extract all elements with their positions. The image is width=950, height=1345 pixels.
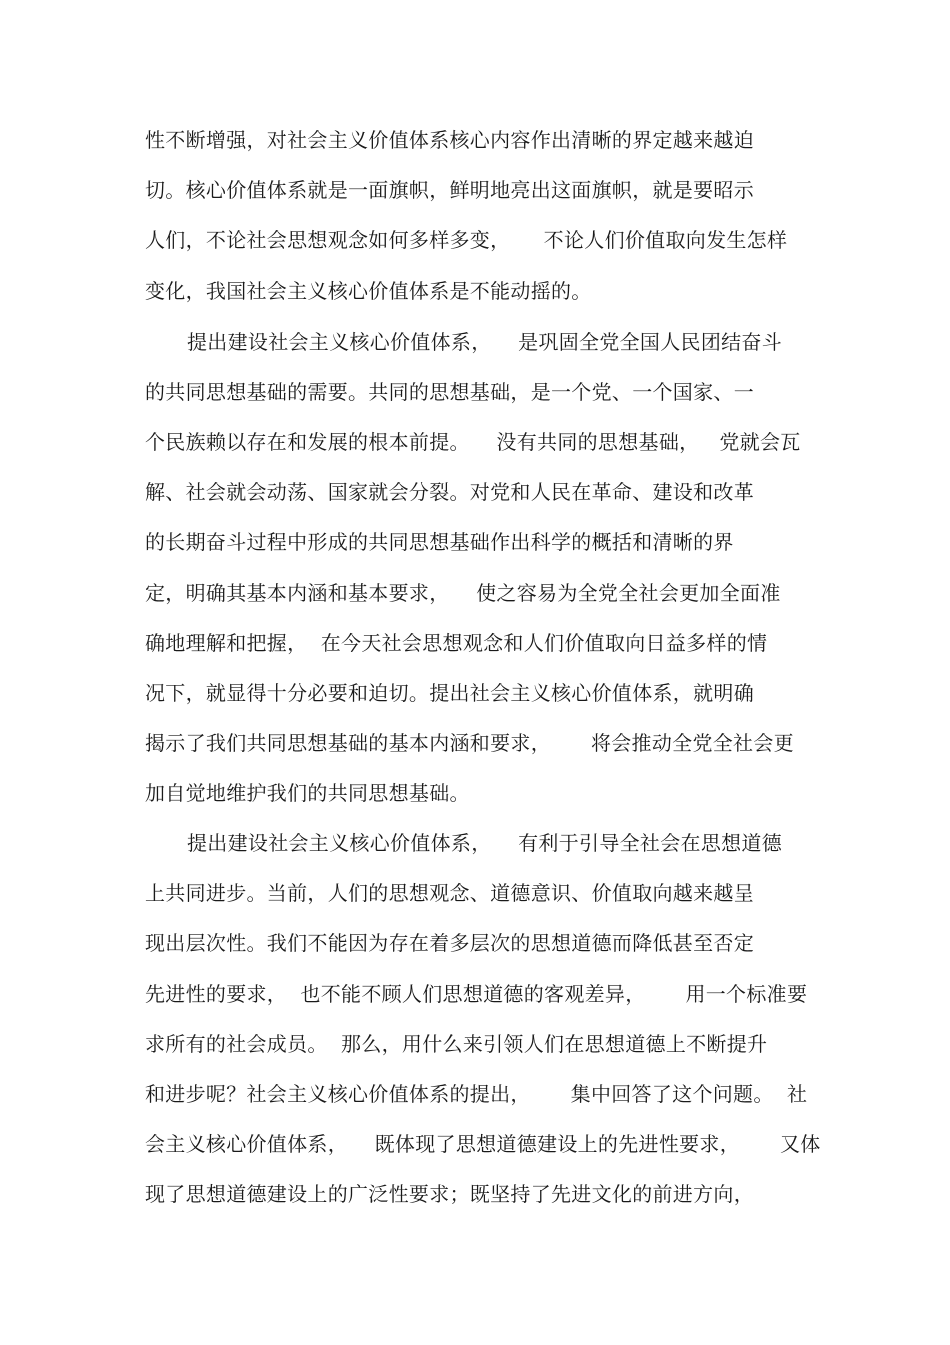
text-line: 个民族赖以存在和发展的根本前提。 没有共同的思想基础， 党就会瓦 bbox=[145, 430, 801, 454]
text-line: 确地理解和把握， 在今天社会思想观念和人们价值取向日益多样的情 bbox=[145, 631, 768, 655]
text-line: 性不断增强，对社会主义价值体系核心内容作出清晰的界定越来越迫 bbox=[145, 128, 754, 152]
text-line: 求所有的社会成员。 那么，用什么来引领人们在思想道德上不断提升 bbox=[145, 1032, 768, 1056]
text-line: 切。核心价值体系就是一面旗帜，鲜明地亮出这面旗帜，就是要昭示 bbox=[145, 178, 754, 202]
text-line: 加自觉地维护我们的共同思想基础。 bbox=[145, 781, 470, 805]
text-line: 揭示了我们共同思想基础的基本内涵和要求， 将会推动全党全社会更 bbox=[145, 731, 794, 755]
text-line: 的共同思想基础的需要。共同的思想基础，是一个党、一个国家、一 bbox=[145, 380, 754, 404]
text-line: 现出层次性。我们不能因为存在着多层次的思想道德而降低甚至否定 bbox=[145, 931, 754, 955]
text-line: 况下，就显得十分必要和迫切。提出社会主义核心价值体系，就明确 bbox=[145, 681, 754, 705]
text-line: 的长期奋斗过程中形成的共同思想基础作出科学的概括和清晰的界 bbox=[145, 530, 734, 554]
paragraph-first-line: 提出建设社会主义核心价值体系， 有利于引导全社会在思想道德 bbox=[187, 831, 783, 855]
text-line: 现了思想道德建设上的广泛性要求；既坚持了先进文化的前进方向， bbox=[145, 1182, 754, 1206]
text-line: 会主义核心价值体系， 既体现了思想道德建设上的先进性要求， 又体 bbox=[145, 1132, 821, 1156]
paragraph-first-line: 提出建设社会主义核心价值体系， 是巩固全党全国人民团结奋斗 bbox=[187, 330, 783, 354]
text-line: 和进步呢？社会主义核心价值体系的提出， 集中回答了这个问题。 社 bbox=[145, 1082, 808, 1106]
text-line: 先进性的要求， 也不能不顾人们思想道德的客观差异， 用一个标准要 bbox=[145, 982, 808, 1006]
text-line: 上共同进步。当前，人们的思想观念、道德意识、价值取向越来越呈 bbox=[145, 881, 754, 905]
text-line: 解、社会就会动荡、国家就会分裂。对党和人民在革命、建设和改革 bbox=[145, 480, 754, 504]
text-line: 定，明确其基本内涵和基本要求， 使之容易为全党全社会更加全面准 bbox=[145, 581, 781, 605]
text-line: 变化，我国社会主义核心价值体系是不能动摇的。 bbox=[145, 279, 592, 303]
text-line: 人们，不论社会思想观念如何多样多变， 不论人们价值取向发生怎样 bbox=[145, 228, 788, 252]
